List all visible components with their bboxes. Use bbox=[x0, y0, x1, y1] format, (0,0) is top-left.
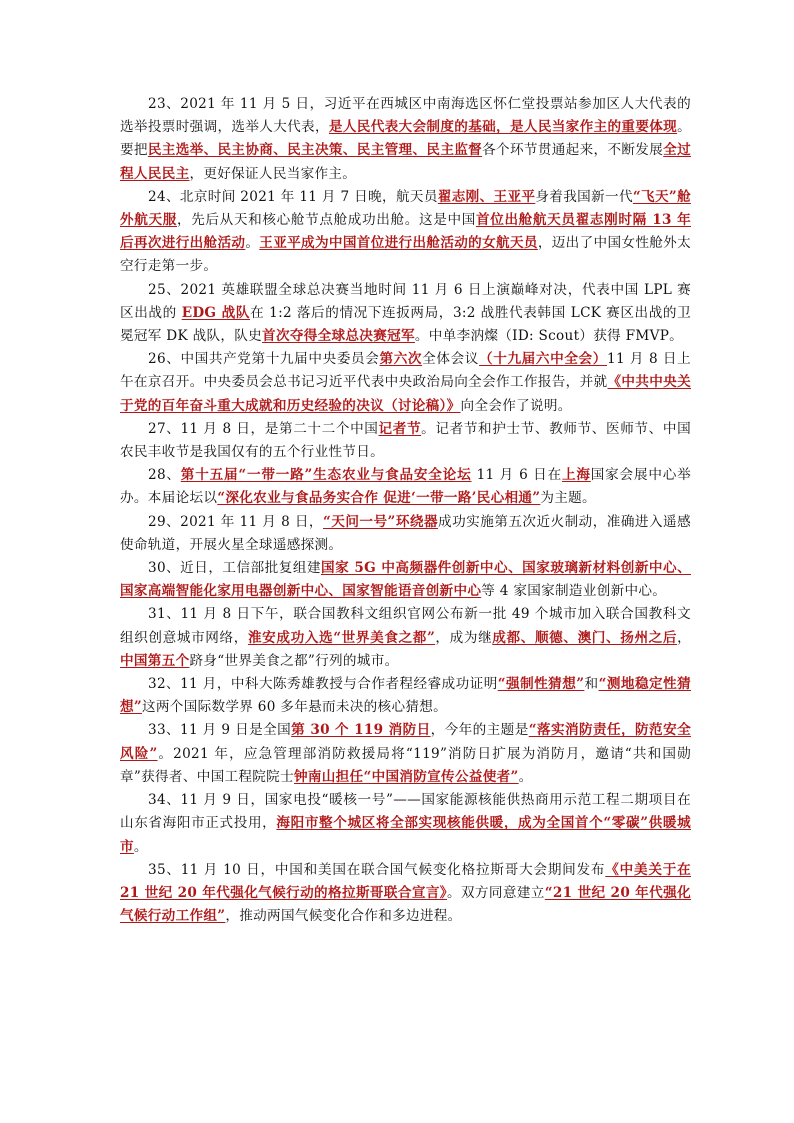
body-text: 27、11 月 8 日，是第二十二个中国 bbox=[148, 420, 379, 437]
body-text: 。2021 年，应急管理部消防救援局将“119”消防日扩展为消防月，邀请“共和国勋章”获得者、中国工程院院士 bbox=[120, 745, 691, 785]
body-text: 等 4 家国家制造业创新中心。 bbox=[481, 583, 667, 600]
body-text: 30、近日，工信部批复组建 bbox=[148, 560, 322, 577]
paragraph bbox=[120, 418, 691, 464]
body-text: 。双方同意建立 bbox=[446, 884, 545, 901]
body-text: ，成为继 bbox=[435, 629, 493, 646]
body-text: 11 月 8 日上午在京召开。中央委员会总书记习近平代表中央政治局向全会作工作报告，并就 bbox=[120, 351, 692, 391]
body-text: ，更好保证人民当家作主。 bbox=[189, 165, 357, 182]
highlighted-text: “落实消防责任，防范安全风险” bbox=[120, 722, 691, 762]
paragraph bbox=[120, 719, 691, 789]
body-text: 34、11 月 9 日，国家电投“暖核一号”——国家能源核能供热商用示范工程二期项目在山东省海阳市正式投用， bbox=[120, 792, 691, 832]
paragraph bbox=[120, 673, 691, 719]
body-text: 25、2021 英雄联盟全球总决赛当地时间 11 月 6 日上演巅峰对决，代表中国 LPL 赛区出战的 bbox=[120, 281, 691, 321]
highlighted-text: 国家 5G 中高频器件创新中心、国家玻璃新材料创新中心、国家高端智能化家用电器创新中心、国家智能语音创新中心 bbox=[120, 560, 691, 600]
body-text: 向全会作了说明。 bbox=[460, 397, 572, 414]
body-text: 在 1:2 落后的情况下连扳两局，3:2 战胜代表韩国 LCK 赛区出战的卫冕冠军 DK 战队，队史 bbox=[120, 304, 691, 345]
body-text: ，迈出了中国女性舱外太空行走第一步。 bbox=[120, 235, 691, 275]
body-text: 。 bbox=[133, 838, 148, 855]
highlighted-text: 淮安成功入选“世界美食之都” bbox=[247, 629, 436, 646]
body-text: ，今年的主题是 bbox=[430, 722, 529, 739]
body-text: 28、 bbox=[148, 467, 181, 484]
highlighted-text: 钟南山担任“中国消防宣传公益使者” bbox=[293, 768, 519, 785]
paragraph bbox=[120, 464, 691, 510]
body-text: ， bbox=[677, 629, 692, 646]
paragraph bbox=[120, 93, 691, 186]
paragraph bbox=[120, 789, 691, 859]
body-text: 。记者节和护士节、教师节、医师节、中国农民丰收节是我国仅有的五个行业性节日。 bbox=[120, 420, 691, 461]
highlighted-text: 《中美关于在 21 世纪 20 年代强化气候行动的格拉斯哥联合宣言》 bbox=[120, 861, 691, 901]
paragraph bbox=[120, 186, 691, 279]
highlighted-text: 翟志刚、王亚平 bbox=[437, 188, 536, 205]
highlighted-text: 王亚平成为中国首位进行出舱活动的女航天员 bbox=[259, 235, 538, 252]
highlighted-text: 上海 bbox=[561, 467, 591, 484]
body-text: 。 bbox=[245, 235, 260, 252]
paragraph bbox=[120, 557, 691, 603]
highlighted-text: 第六次 bbox=[379, 351, 423, 368]
highlighted-text: 成都、顺德、澳门、扬州之后 bbox=[492, 629, 678, 646]
body-text: ，推动两国气候变化合作和多边进程。 bbox=[225, 908, 462, 925]
body-text: 身着我国新一代 bbox=[535, 188, 633, 205]
document-body bbox=[120, 93, 691, 928]
paragraph bbox=[120, 603, 691, 673]
body-text: 全体会议 bbox=[422, 351, 480, 368]
body-text: 国家会展中心举办。本届论坛以 bbox=[120, 467, 692, 507]
body-text: 。要把 bbox=[120, 119, 692, 159]
highlighted-text: 中国第五个 bbox=[120, 652, 190, 669]
highlighted-text: 第 30 个 119 消防日 bbox=[291, 722, 431, 739]
highlighted-text: 第十五届“一带一路”生态农业与食品安全论坛 bbox=[180, 467, 472, 484]
highlighted-text: “21 世纪 20 年代强化气候行动工作组” bbox=[120, 884, 691, 925]
body-text: 为主题。 bbox=[540, 490, 596, 507]
paragraph bbox=[120, 511, 691, 557]
highlighted-text: 记者节 bbox=[378, 420, 422, 437]
body-text: 33、11 月 9 日是全国 bbox=[148, 722, 292, 739]
body-text: 各个环节贯通起来，不断发展 bbox=[482, 142, 664, 159]
highlighted-text: 海阳市整个城区将全部实现核能供暖，成为全国首个“零碳”供暖城市 bbox=[120, 815, 691, 855]
highlighted-text: 首次夺得全球总决赛冠军 bbox=[262, 328, 415, 345]
body-text: 11 月 6 日在 bbox=[471, 467, 562, 484]
body-text: 23、2021 年 11 月 5 日，习近平在西城区中南海选区怀仁堂投票站参加区人大代表的选举投票时强调，选举人大代表， bbox=[120, 96, 691, 136]
body-text: 成功实施第五次近火制动，准确进入遥感使命轨道，开展火星全球遥感探测。 bbox=[120, 513, 691, 553]
body-text: 。 bbox=[518, 768, 533, 785]
highlighted-text: 民主选举、民主协商、民主决策、民主管理、民主监督 bbox=[147, 142, 483, 159]
highlighted-text: “深化农业与食品务实合作 促进‘一带一路’民心相通” bbox=[217, 490, 541, 507]
body-text: ，先后从天和核心舱节点舱成功出舱。这是中国 bbox=[176, 212, 476, 229]
paragraph bbox=[120, 348, 691, 418]
highlighted-text: EDG 战队 bbox=[181, 304, 251, 321]
body-text: 29、2021 年 11 月 8 日， bbox=[148, 513, 323, 530]
paragraph bbox=[120, 859, 691, 929]
highlighted-text: 全过程人民民主 bbox=[120, 142, 691, 182]
body-text: 。中单李汭燦（ID: Scout）获得 FMVP。 bbox=[414, 328, 684, 345]
body-text: 这两个国际数学界 60 多年悬而未决的核心猜想。 bbox=[142, 699, 448, 716]
body-text: 和 bbox=[584, 676, 599, 693]
highlighted-text: “测地稳定性猜想” bbox=[120, 676, 691, 716]
body-text: 26、中国共产党第十九届中央委员会 bbox=[148, 351, 380, 368]
body-text: 32、11 月，中科大陈秀雄教授与合作者程经睿成功证明 bbox=[148, 676, 498, 693]
body-text: 31、11 月 8 日下午，联合国教科文组织官网公布新一批 49 个城市加入联合国教科文组织创意城市网络， bbox=[120, 606, 691, 646]
highlighted-text: “强制性猜想” bbox=[497, 676, 585, 693]
highlighted-text: “飞天”舱外航天服 bbox=[120, 188, 691, 229]
body-text: 24、北京时间 2021 年 11 月 7 日晚，航天员 bbox=[148, 188, 438, 205]
highlighted-text: 首位出舱航天员翟志刚时隔 13 年后再次进行出舱活动 bbox=[120, 212, 691, 252]
highlighted-text: “天问一号”环绕器 bbox=[322, 513, 439, 530]
body-text: 35、11 月 10 日，中国和美国在联合国气候变化格拉斯哥大会期间发布 bbox=[148, 861, 606, 878]
highlighted-text: 是人民代表大会制度的基础，是人民当家作主的重要体现 bbox=[328, 119, 678, 136]
paragraph bbox=[120, 279, 691, 349]
highlighted-text: （十九届六中全会） bbox=[479, 351, 607, 368]
body-text: 跻身“世界美食之都”行列的城市。 bbox=[189, 652, 399, 669]
highlighted-text: 《中共中央关于党的百年奋斗重大成就和历史经验的决议（讨论稿）》 bbox=[120, 374, 691, 414]
